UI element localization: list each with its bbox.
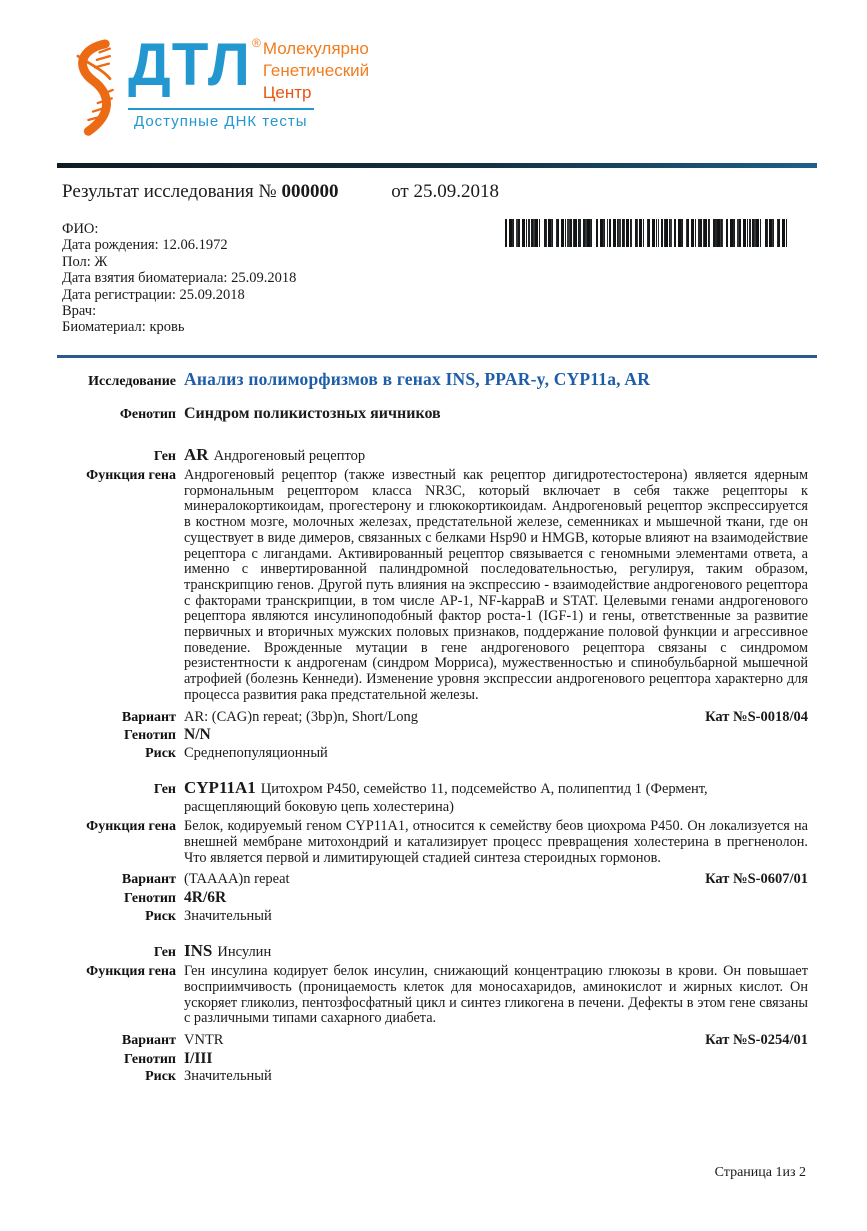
genotype-label: Генотип (124, 891, 176, 907)
gene-function-row (60, 819, 808, 866)
gene-function-text: Андрогеновый рецептор (также известный как рецептор дигидротестостерона) является ядерным гормональным рецептором класса NR3C, который включает в себя также рецепторы к минералокортикоидам, прогестерону и глюкокортикоидам. Андрогеновый рецептор экспрессируется в костном мозге, молочных железах, предстательной железе, семенниках и мышечной ткани, где он существует в виде димеров, связанных с белками Hsp90 и HMGB, которые влияют на взаимодействие рецептора с лигандами. Активированный рецептор связывается с геномными элементами ответа, а именно с инвертированной палиндромной последовательностью, регулируя, таким образом, транскрипцию генов. Другой путь влияния на экспрессию - взаимодействие андрогенового рецептора с факторами транскрипции, в том числе AP-1, NF-kappaB и STAT. Целевыми генами андрогенового рецептора являются инсулиноподобный фактор роста-1 (IGF-1) и гены, ответственные за развитие первичных и вторичных мужских половых признаков, поддержание половой функции и агрессивное поведение. Врожденные мутации в гене андрогенового рецептора связаны с синдромом резистентности к андрогенам (синдром Морриса), мужественностью и спинобульбарной мышечной атрофией (болезнь Кеннеди). Изменение уровня экспрессии андрогенового рецептора характерно для процесса развития рака предстательной железы. (184, 467, 808, 703)
risk-label: Риск (145, 1069, 176, 1085)
patient-field: Биоматериал: кровь (62, 319, 185, 336)
gene-description: Инсулин (217, 944, 272, 961)
section-divider-line (57, 355, 817, 358)
risk-value: Значительный (184, 1068, 272, 1085)
study-label: Исследование (88, 374, 176, 389)
gene-label: Ген (153, 449, 176, 464)
catalog-number: Кат №S-0018/04 (705, 708, 808, 725)
gene-section-ins (60, 941, 808, 1086)
risk-label: Риск (145, 908, 176, 924)
gene-description: Андрогеновый рецептор (213, 448, 366, 464)
genotype-label: Генотип (124, 728, 176, 744)
gene-name: INS (184, 941, 213, 961)
result-title: Результат исследования № (62, 181, 277, 202)
risk-row (60, 745, 808, 763)
genotype-value: 4R/6R (184, 889, 227, 907)
report-body (60, 369, 808, 1102)
page-number: Страница 1из 2 (714, 1165, 806, 1180)
logo-subtitle: Доступные ДНК тесты (128, 108, 314, 130)
variant-label: Вариант (121, 872, 176, 888)
dna-helix-icon (62, 36, 124, 142)
gene-function-label: Функция гена (86, 468, 176, 483)
risk-value: Среднепопуляционный (184, 744, 328, 761)
tagline-line: Молекулярно (262, 39, 369, 58)
risk-row (60, 908, 808, 926)
gene-function-row (60, 964, 808, 1027)
patient-field: Врач: (62, 303, 97, 320)
gene-description: Цитохром P450, семейство 11, подсемейство A, полипептид 1 (Фермент, расщепляющий боковую цепь холестерина) (184, 781, 708, 816)
barcode (505, 219, 788, 247)
variant-label: Вариант (121, 709, 176, 725)
result-date-label: от (391, 181, 409, 202)
variant-value: AR: (CAG)n repeat; (3bp)n, Short/Long (184, 708, 418, 725)
gene-row (60, 778, 808, 816)
gene-function-text: Белок, кодируемый геном CYP11A1, относится к семейству беов циохрома P450. Он локализуется на внешней мембране митохондрий и катализирует процесс превращения холестерина в прегненолон. Что является первой и лимитирующей стадией синтеза стероидных гормонов. (184, 818, 808, 866)
catalog-number: Кат №S-0254/01 (705, 1032, 808, 1049)
lab-logo (62, 31, 370, 142)
genotype-value: N/N (184, 726, 211, 744)
genotype-value: I/III (184, 1049, 213, 1067)
gene-function-text: Ген инсулина кодирует белок инсулин, снижающий концентрацию глюкозы в крови. Он повышает восприимчивость (проницаемость клеток для моносахаридов, аминокислот и жирных кислот. Он ускоряет гликолиз, пентозфосфатный цикл и синтез гликогена в печени. Дефекты в этом гене связаны с различными типами сахарного диабета. (184, 963, 808, 1027)
registered-trademark-icon: ® (252, 36, 261, 50)
gene-section-cyp11a1 (60, 778, 808, 925)
patient-info-block (62, 221, 296, 336)
variant-label: Вариант (121, 1033, 176, 1049)
phenotype-label: Фенотип (119, 407, 176, 422)
risk-label: Риск (145, 745, 176, 761)
gene-label: Ген (153, 782, 176, 798)
variant-row (60, 1032, 808, 1050)
result-date: 25.09.2018 (413, 181, 499, 202)
header-divider-line (57, 163, 817, 168)
gene-function-row (60, 468, 808, 704)
patient-field: Дата взятия биоматериала: 25.09.2018 (62, 270, 297, 287)
gene-section-ar (60, 445, 808, 762)
phenotype-value: Синдром поликистозных яичников (184, 405, 441, 422)
logo-tagline (263, 38, 369, 104)
result-header (62, 181, 499, 203)
gene-name: CYP11A1 (184, 778, 256, 798)
patient-field: ФИО: (62, 221, 99, 237)
brand-name: ДТЛ (128, 31, 251, 98)
patient-field: Дата регистрации: 25.09.2018 (62, 286, 245, 303)
study-row (60, 369, 808, 390)
patient-field: Пол: Ж (62, 253, 108, 270)
patient-field: Дата рождения: 12.06.1972 (62, 237, 228, 254)
genotype-row (60, 889, 808, 908)
catalog-number: Кат №S-0607/01 (705, 871, 808, 888)
gene-row (60, 941, 808, 961)
tagline-line: Центр (262, 83, 312, 102)
variant-value: VNTR (184, 1032, 224, 1049)
study-title: Анализ полиморфизмов в генах INS, PPAR-y, CYP11a, AR (184, 369, 651, 389)
genotype-row (60, 1050, 808, 1069)
genotype-row (60, 726, 808, 745)
tagline-line: Генетический (262, 61, 370, 80)
risk-row (60, 1068, 808, 1086)
gene-label: Ген (153, 945, 176, 961)
gene-name: AR (184, 445, 209, 464)
phenotype-row (60, 405, 808, 423)
gene-function-label: Функция гена (86, 964, 176, 980)
gene-row (60, 445, 808, 465)
genotype-label: Генотип (124, 1051, 176, 1067)
result-number: 000000 (281, 181, 339, 202)
risk-value: Значительный (184, 907, 272, 924)
variant-row (60, 871, 808, 889)
variant-row (60, 709, 808, 727)
variant-value: (TAAAA)n repeat (184, 871, 290, 888)
gene-function-label: Функция гена (86, 819, 176, 835)
